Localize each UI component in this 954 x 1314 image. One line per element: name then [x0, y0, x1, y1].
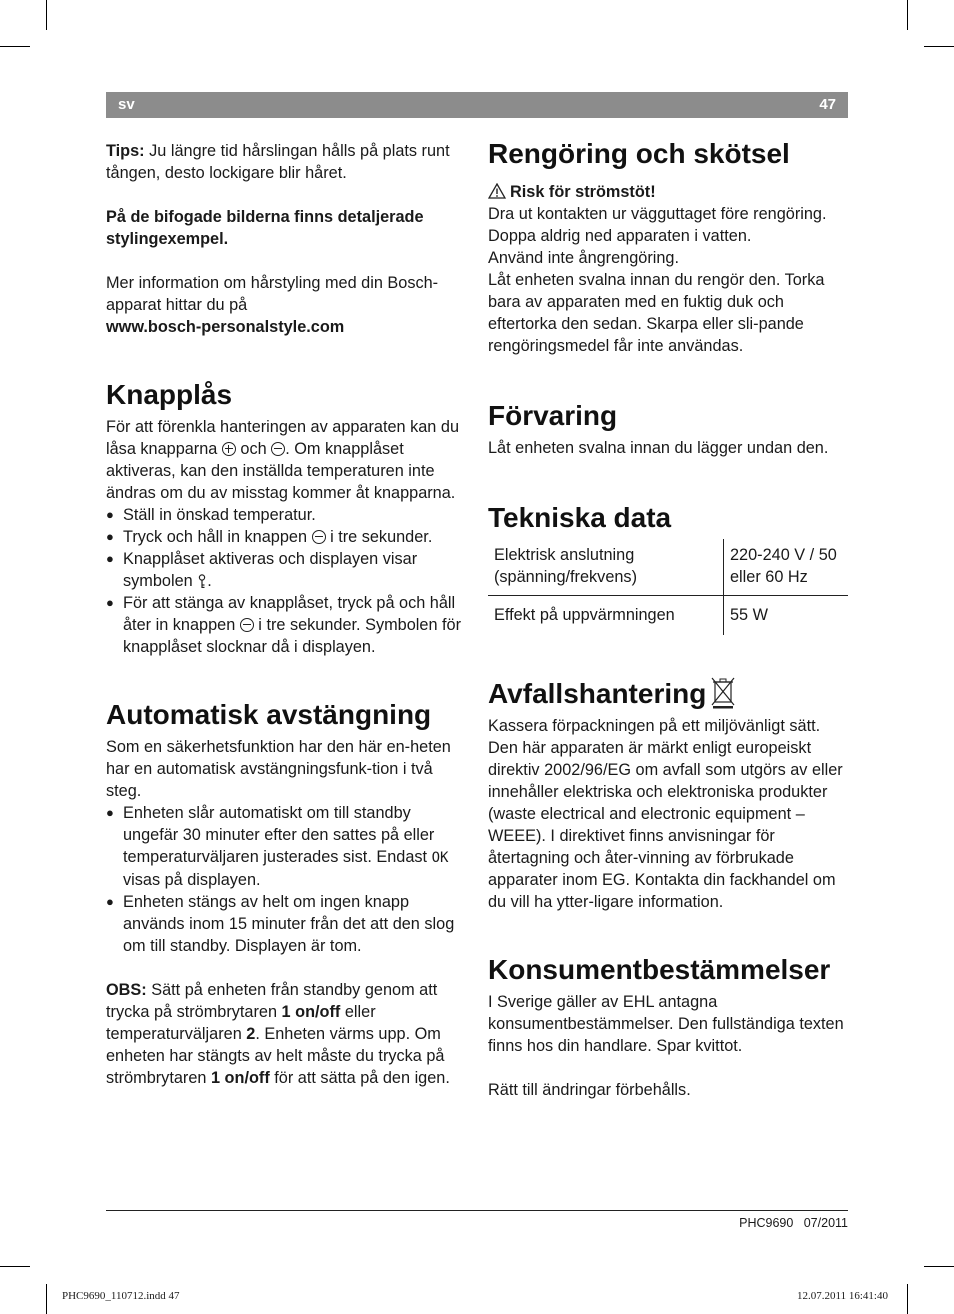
- more-info: Mer information om hårstyling med din Bosch-apparat hittar du på: [106, 274, 439, 314]
- knapplas-heading: Knapplås: [106, 379, 233, 410]
- styling-note-text: På de bifogade bilderna finns detaljerade stylingexempel.: [106, 208, 424, 248]
- step-text: Tryck och håll in knappen: [123, 528, 312, 546]
- table-row: [488, 539, 848, 596]
- auto-off-steps: [106, 802, 468, 957]
- footer-rule: [106, 1210, 848, 1211]
- crop-mark: [46, 1284, 47, 1314]
- consumer-heading: Konsumentbestämmelser: [488, 954, 831, 985]
- table-cell: 220-240 V / 50 eller 60 Hz: [724, 539, 849, 596]
- table-row: [488, 596, 848, 636]
- list-item: [106, 548, 468, 592]
- obs-bold: 1 on/off: [281, 1003, 341, 1021]
- step-text: Ställ in önskad temperatur.: [123, 506, 316, 524]
- knapplas-steps: [106, 504, 468, 658]
- knapplas-intro: [106, 416, 468, 504]
- knapplas-intro-b: och: [235, 440, 272, 458]
- header-bar: [106, 92, 848, 118]
- step-text: .: [207, 572, 212, 590]
- crop-mark: [907, 1284, 908, 1314]
- display-ok-text: OK: [431, 850, 449, 866]
- storage-heading: Förvaring: [488, 400, 618, 431]
- obs-bold: 2: [246, 1025, 256, 1043]
- warning-icon: [488, 183, 506, 199]
- obs-text: . Enheten värms upp. Om enheten har stängts av helt måste du trycka på strömbrytaren: [106, 1025, 445, 1087]
- obs-paragraph: [106, 979, 468, 1089]
- step-text: Knapplåset aktiveras och displayen visar symbolen: [123, 550, 418, 590]
- page-number: 47: [819, 96, 836, 113]
- list-item: [106, 592, 468, 658]
- step-text: visas på displayen.: [123, 871, 261, 889]
- minus-button-icon: [312, 530, 326, 544]
- step-text: i tre sekunder. Symbolen för knapplåset slocknar då i displayen.: [123, 616, 462, 656]
- website-link[interactable]: [106, 316, 468, 338]
- list-item: [106, 891, 468, 957]
- model-number: PHC9690: [739, 1216, 794, 1230]
- obs-text: Sätt på enheten från standby genom att trycka på strömbrytaren: [106, 981, 438, 1021]
- obs-bold: 1 on/off: [210, 1069, 270, 1087]
- list-item: [106, 802, 468, 891]
- consumer-text: I Sverige gäller av EHL antagna konsumentbestämmelser. Den fullständiga texten finns hos din handlare. Spar kvittot.: [488, 993, 844, 1055]
- styling-note: [106, 206, 468, 250]
- auto-off-intro: Som en säkerhetsfunktion har den här en-heten har en automatisk avstängningsfunk-tion i två steg.: [106, 738, 451, 800]
- tips-label: Tips:: [106, 142, 145, 160]
- crop-mark: [907, 0, 908, 30]
- crop-mark: [924, 46, 954, 47]
- auto-off-heading: Automatisk avstängning: [106, 699, 432, 730]
- tech-table: [488, 539, 848, 635]
- plus-button-icon: [222, 442, 236, 456]
- print-slug-timestamp: 12.07.2011 16:41:40: [797, 1290, 888, 1302]
- website-url[interactable]: www.bosch-personalstyle.com: [106, 318, 345, 336]
- step-text: Enheten slår automatiskt om till standby ungefär 30 minuter efter den sattes på eller temperaturväljaren justerades sist. Endast: [123, 804, 435, 866]
- cleaning-text: Låt enheten svalna innan du rengör den. Torka bara av apparaten med en fuktig duk och eftertorka den sedan. Skarpa eller sli-pande rengöringsmedel får inte användas.: [488, 271, 825, 355]
- warning-text: Risk för strömstöt!: [510, 183, 656, 201]
- knapplas-intro-a: För att förenkla hanteringen av apparaten kan du låsa knapparna: [106, 418, 459, 458]
- tips-paragraph: [106, 140, 468, 184]
- table-cell: Effekt på uppvärmningen: [488, 596, 724, 636]
- crop-mark: [924, 1266, 954, 1267]
- obs-label: OBS:: [106, 981, 147, 999]
- edition-date: 07/2011: [803, 1216, 848, 1230]
- table-cell: 55 W: [730, 606, 769, 624]
- print-slug-file: PHC9690_110712.indd 47: [62, 1290, 180, 1302]
- language-code: sv: [118, 96, 135, 113]
- list-item: [106, 504, 468, 526]
- footer: [739, 1216, 848, 1230]
- cleaning-text: Dra ut kontakten ur vägguttaget före rengöring.: [488, 205, 827, 223]
- waste-text: Kassera förpackningen på ett miljövänligt sätt. Den här apparaten är märkt enligt europeiskt direktiv 2002/96/EG om avfall som utgörs av eller innehåller elektriska och elektroniska produkter (waste electrical and electronic equipment – WEEE). I direktivet finns anvisningar för återtagning och åter-vinning av förbrukade apparater inom EG. Kontakta din fackhandel om du vill ha ytter-ligare information.: [488, 717, 843, 911]
- left-column: [106, 140, 468, 1089]
- crossed-bin-icon: [710, 675, 736, 709]
- tips-text: Ju längre tid hårslingan hålls på plats runt tången, desto lockigare blir håret.: [106, 142, 450, 182]
- warning-line: [488, 181, 850, 203]
- crop-mark: [0, 46, 30, 47]
- cleaning-text: Använd inte ångrengöring.: [488, 249, 679, 267]
- knapplas-intro-c: . Om knapplåset aktiveras, kan den inställda temperaturen inte ändras om du av misstag kommer åt knapparna.: [106, 440, 456, 502]
- key-lock-icon: [197, 574, 207, 589]
- reserve-text: Rätt till ändringar förbehålls.: [488, 1081, 691, 1099]
- table-cell: Elektrisk anslutning (spänning/frekvens): [488, 539, 724, 596]
- step-text: i tre sekunder.: [325, 528, 433, 546]
- cleaning-text: Doppa aldrig ned apparaten i vatten.: [488, 227, 752, 245]
- crop-mark: [0, 1266, 30, 1267]
- step-text: För att stänga av knapplåset, tryck på och håll åter in knappen: [123, 594, 456, 634]
- minus-button-icon: [240, 618, 254, 632]
- step-text: Enheten stängs av helt om ingen knapp används inom 15 minuter från det att den slog om till standby. Displayen är tom.: [123, 893, 455, 955]
- tech-heading: Tekniska data: [488, 502, 672, 533]
- cleaning-heading: Rengöring och skötsel: [488, 138, 790, 169]
- list-item: [106, 526, 468, 548]
- obs-text: för att sätta på den igen.: [269, 1069, 450, 1087]
- minus-button-icon: [271, 442, 285, 456]
- obs-text: eller temperaturväljaren: [106, 1003, 376, 1043]
- crop-mark: [46, 0, 47, 30]
- waste-heading: [488, 675, 850, 711]
- right-column: [488, 137, 850, 1101]
- waste-title: Avfallshantering: [488, 678, 707, 709]
- storage-text: Låt enheten svalna innan du lägger undan den.: [488, 439, 829, 457]
